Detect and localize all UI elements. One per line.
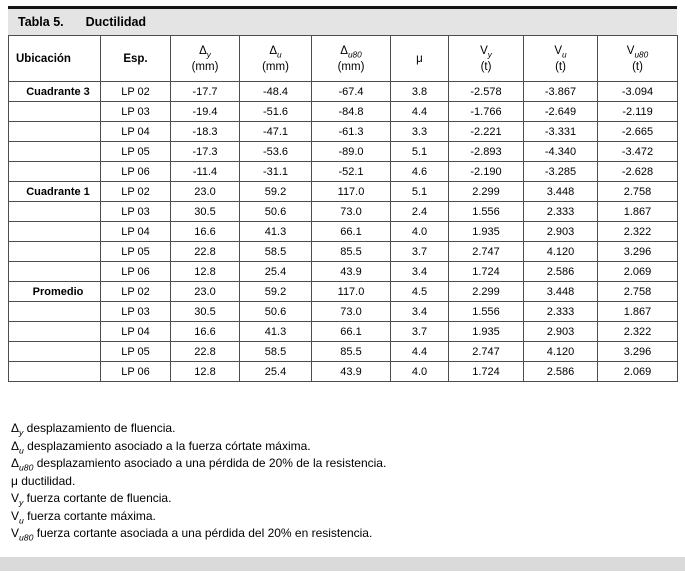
value-cell: -3.867 <box>524 82 598 102</box>
esp-cell: LP 06 <box>101 262 171 282</box>
value-cell: 117.0 <box>312 282 391 302</box>
value-cell: 2.4 <box>391 202 449 222</box>
column-header-delta-y: $\Delta_y$ (mm) <box>171 36 240 82</box>
value-cell: 58.5 <box>240 342 312 362</box>
value-cell: 2.903 <box>524 322 598 342</box>
value-cell: 2.747 <box>449 342 524 362</box>
esp-cell: LP 04 <box>101 322 171 342</box>
footnote-line: μ ductilidad. <box>11 473 76 488</box>
value-cell: 1.935 <box>449 322 524 342</box>
value-cell: 4.0 <box>391 222 449 242</box>
value-cell: 2.758 <box>598 282 678 302</box>
table-row <box>9 202 678 222</box>
esp-cell: LP 04 <box>101 222 171 242</box>
value-cell: -67.4 <box>312 82 391 102</box>
table-row <box>9 102 678 122</box>
table-row <box>9 362 678 382</box>
table-row <box>9 262 678 282</box>
value-cell: 2.903 <box>524 222 598 242</box>
value-cell: 12.8 <box>171 262 240 282</box>
value-cell: -84.8 <box>312 102 391 122</box>
value-cell: 73.0 <box>312 202 391 222</box>
value-cell: 1.935 <box>449 222 524 242</box>
value-cell: 59.2 <box>240 282 312 302</box>
value-cell: -2.119 <box>598 102 678 122</box>
value-cell: 1.724 <box>449 262 524 282</box>
value-cell: 3.7 <box>391 242 449 262</box>
value-cell: 1.867 <box>598 302 678 322</box>
footnote-line: $V_u$ fuerza cortante máxima. <box>11 508 156 525</box>
value-cell: -89.0 <box>312 142 391 162</box>
footnotes <box>8 420 677 543</box>
value-cell: -17.7 <box>171 82 240 102</box>
value-cell: 23.0 <box>171 182 240 202</box>
value-cell: 2.322 <box>598 322 678 342</box>
value-cell: -1.766 <box>449 102 524 122</box>
ductility-table <box>8 35 678 382</box>
footnote-line: $V_y$ fuerza cortante de fluencia. <box>11 491 172 508</box>
value-cell: 3.7 <box>391 322 449 342</box>
value-cell: 1.556 <box>449 202 524 222</box>
group-empty-cell <box>9 242 101 262</box>
footnote-symbol: Δ <box>11 456 20 470</box>
value-cell: 85.5 <box>312 342 391 362</box>
table-row <box>9 322 678 342</box>
value-cell: 1.556 <box>449 302 524 322</box>
value-cell: 117.0 <box>312 182 391 202</box>
value-cell: 16.6 <box>171 222 240 242</box>
column-header-delta-u80: $\Delta_{u80}$ (mm) <box>312 36 391 82</box>
value-cell: 22.8 <box>171 242 240 262</box>
value-cell: -31.1 <box>240 162 312 182</box>
esp-cell: LP 05 <box>101 242 171 262</box>
value-cell: 1.724 <box>449 362 524 382</box>
value-cell: 43.9 <box>312 362 391 382</box>
esp-cell: LP 05 <box>101 342 171 362</box>
footnote-line: $\Delta_y$ desplazamiento de fluencia. <box>11 421 176 438</box>
value-cell: 43.9 <box>312 262 391 282</box>
value-cell: 4.120 <box>524 242 598 262</box>
value-cell: -4.340 <box>524 142 598 162</box>
footnote-symbol: Δ <box>11 421 20 435</box>
table-row <box>9 282 678 302</box>
value-cell: 12.8 <box>171 362 240 382</box>
table-row <box>9 222 678 242</box>
value-cell: -3.472 <box>598 142 678 162</box>
value-cell: -48.4 <box>240 82 312 102</box>
esp-cell: LP 05 <box>101 142 171 162</box>
group-empty-cell <box>9 342 101 362</box>
value-cell: 3.3 <box>391 122 449 142</box>
value-cell: 3.296 <box>598 342 678 362</box>
table-row <box>9 142 678 162</box>
value-cell: 2.747 <box>449 242 524 262</box>
group-empty-cell <box>9 362 101 382</box>
column-header-v-u80: $V_{u80}$ (t) <box>598 36 678 82</box>
group-empty-cell <box>9 222 101 242</box>
esp-cell: LP 02 <box>101 82 171 102</box>
value-cell: 58.5 <box>240 242 312 262</box>
value-cell: 23.0 <box>171 282 240 302</box>
group-empty-cell <box>9 262 101 282</box>
value-cell: 41.3 <box>240 322 312 342</box>
value-cell: -61.3 <box>312 122 391 142</box>
column-header-esp: Esp. <box>101 36 171 82</box>
bottom-bar <box>0 557 685 571</box>
footnote-line: $V_{u80}$ fuerza cortante asociada a una pérdida del 20% en resistencia. <box>11 526 373 543</box>
value-cell: 4.5 <box>391 282 449 302</box>
value-cell: -3.285 <box>524 162 598 182</box>
value-cell: -2.649 <box>524 102 598 122</box>
group-label-cell: Promedio <box>9 282 101 302</box>
value-cell: -2.578 <box>449 82 524 102</box>
group-empty-cell <box>9 122 101 142</box>
value-cell: -2.190 <box>449 162 524 182</box>
value-cell: 3.8 <box>391 82 449 102</box>
footnote-line: $\Delta_{u80}$ desplazamiento asociado a una pérdida de 20% de la resistencia. <box>11 456 387 473</box>
group-empty-cell <box>9 162 101 182</box>
footnote-symbol: V <box>11 508 20 523</box>
group-empty-cell <box>9 202 101 222</box>
table-title: Ductilidad <box>85 15 147 29</box>
value-cell: 2.586 <box>524 262 598 282</box>
value-cell: 5.1 <box>391 142 449 162</box>
table-row <box>9 122 678 142</box>
esp-cell: LP 04 <box>101 122 171 142</box>
value-cell: 1.867 <box>598 202 678 222</box>
table-head <box>9 36 678 82</box>
value-cell: 4.0 <box>391 362 449 382</box>
table-row <box>9 242 678 262</box>
value-cell: 2.069 <box>598 262 678 282</box>
table-number: Tabla 5. <box>18 15 64 29</box>
value-cell: 2.586 <box>524 362 598 382</box>
value-cell: 3.448 <box>524 182 598 202</box>
table-row <box>9 82 678 102</box>
value-cell: -2.665 <box>598 122 678 142</box>
value-cell: 16.6 <box>171 322 240 342</box>
esp-cell: LP 03 <box>101 202 171 222</box>
value-cell: 50.6 <box>240 202 312 222</box>
value-cell: 59.2 <box>240 182 312 202</box>
value-cell: 4.4 <box>391 102 449 122</box>
value-cell: -52.1 <box>312 162 391 182</box>
table-body <box>9 82 678 382</box>
esp-cell: LP 02 <box>101 282 171 302</box>
column-header-mu: μ <box>391 36 449 82</box>
value-cell: 25.4 <box>240 262 312 282</box>
value-cell: -18.3 <box>171 122 240 142</box>
table-row <box>9 342 678 362</box>
value-cell: 4.120 <box>524 342 598 362</box>
value-cell: 50.6 <box>240 302 312 322</box>
group-empty-cell <box>9 322 101 342</box>
value-cell: 25.4 <box>240 362 312 382</box>
column-header-v-u: $V_u$ (t) <box>524 36 598 82</box>
footnote-line: $\Delta_u$ desplazamiento asociado a la fuerza córtate máxima. <box>11 438 311 455</box>
column-header-ubicacion: Ubicación <box>9 36 101 82</box>
table-row <box>9 182 678 202</box>
esp-cell: LP 03 <box>101 302 171 322</box>
table-caption <box>8 9 677 35</box>
value-cell: 66.1 <box>312 322 391 342</box>
value-cell: 3.4 <box>391 302 449 322</box>
value-cell: 4.6 <box>391 162 449 182</box>
value-cell: 30.5 <box>171 202 240 222</box>
group-label-cell: Cuadrante 3 <box>9 82 101 102</box>
esp-cell: LP 06 <box>101 362 171 382</box>
value-cell: 85.5 <box>312 242 391 262</box>
value-cell: 22.8 <box>171 342 240 362</box>
group-empty-cell <box>9 102 101 122</box>
footnote-symbol: μ <box>11 473 18 488</box>
value-cell: 2.322 <box>598 222 678 242</box>
value-cell: 3.448 <box>524 282 598 302</box>
value-cell: 3.4 <box>391 262 449 282</box>
esp-cell: LP 02 <box>101 182 171 202</box>
esp-cell: LP 03 <box>101 102 171 122</box>
value-cell: 73.0 <box>312 302 391 322</box>
value-cell: -19.4 <box>171 102 240 122</box>
footnote-symbol: V <box>11 491 20 505</box>
group-empty-cell <box>9 142 101 162</box>
esp-cell: LP 06 <box>101 162 171 182</box>
value-cell: 3.296 <box>598 242 678 262</box>
value-cell: -11.4 <box>171 162 240 182</box>
value-cell: 2.758 <box>598 182 678 202</box>
value-cell: 5.1 <box>391 182 449 202</box>
footnote-symbol: V <box>11 526 20 540</box>
value-cell: 30.5 <box>171 302 240 322</box>
value-cell: 2.069 <box>598 362 678 382</box>
value-cell: 41.3 <box>240 222 312 242</box>
value-cell: -47.1 <box>240 122 312 142</box>
value-cell: -51.6 <box>240 102 312 122</box>
value-cell: -3.331 <box>524 122 598 142</box>
value-cell: -17.3 <box>171 142 240 162</box>
header-row <box>9 36 678 82</box>
value-cell: 2.333 <box>524 202 598 222</box>
group-empty-cell <box>9 302 101 322</box>
value-cell: -2.893 <box>449 142 524 162</box>
value-cell: -53.6 <box>240 142 312 162</box>
column-header-v-y: $V_y$ (t) <box>449 36 524 82</box>
value-cell: -3.094 <box>598 82 678 102</box>
value-cell: 66.1 <box>312 222 391 242</box>
value-cell: 2.333 <box>524 302 598 322</box>
table-row <box>9 302 678 322</box>
value-cell: 2.299 <box>449 182 524 202</box>
value-cell: 2.299 <box>449 282 524 302</box>
footnote-symbol: Δ <box>11 438 20 453</box>
value-cell: -2.221 <box>449 122 524 142</box>
value-cell: -2.628 <box>598 162 678 182</box>
table-row <box>9 162 678 182</box>
column-header-delta-u: $\Delta_u$ (mm) <box>240 36 312 82</box>
group-label-cell: Cuadrante 1 <box>9 182 101 202</box>
value-cell: 4.4 <box>391 342 449 362</box>
